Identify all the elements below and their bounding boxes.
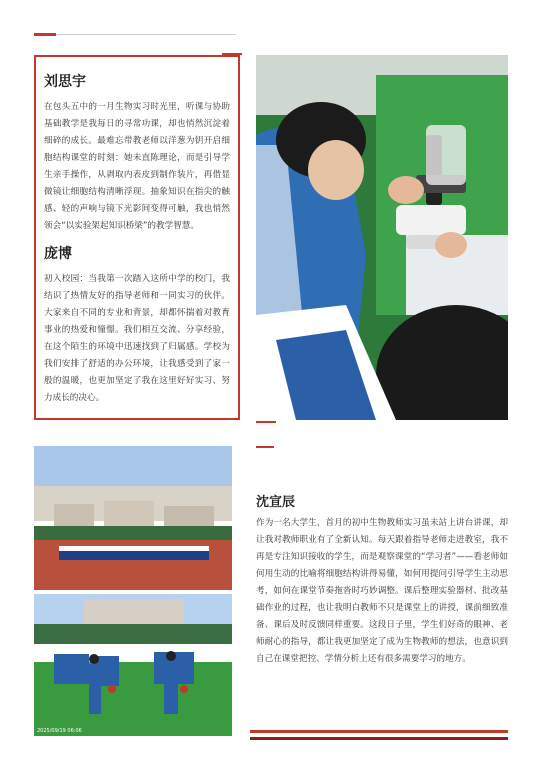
profile-text-pang: 初入校园：当我第一次踏入这所中学的校门，我结识了热情友好的指导老师和一同实习的伙伴。大家来自不同的专业和背景，却都怀揣着对教育事业的热爱和憧憬。我们相互交流、分享经验，在这个陌生的环境中迅速找到了归属感。学校为我们安排了舒适的办公环境，让我感受到了家一般的温暖，也更加坚定了我在这里好好实习、努力成长的决心。 bbox=[44, 274, 230, 403]
profile-box-left bbox=[34, 55, 240, 420]
profile-name-pang: 庞博 bbox=[44, 246, 72, 262]
bottom-bar-1 bbox=[250, 730, 508, 733]
top-accent-rule bbox=[34, 33, 56, 36]
bottom-bar-2 bbox=[250, 737, 508, 740]
shen-accent-rule bbox=[256, 446, 274, 448]
photo-watermark: 2025/09/19 06:06 bbox=[37, 728, 82, 734]
profile-name-liu: 刘思宇 bbox=[44, 74, 86, 90]
profile-text-liu: 在包头五中的一月生物实习时光里，听课与协助基础教学是我每日的寻常功课，却也悄然沉淀着细碎的成长。最难忘带教老师以洋葱为钥开启细胞结构课堂的时刻：她未直陈理论，而是引导学生亲手操作，从剥取内表皮到制作装片，再借显微镜让细胞结构清晰浮现。抽象知识在指尖的触感、轻的声响与镜下光影间变得可触，我也悄然领会“以实验架起知识桥梁”的教学智慧。 bbox=[44, 102, 230, 231]
top-divider bbox=[56, 34, 236, 35]
lab-photo bbox=[256, 55, 508, 420]
profile-name-shen: 沈宣辰 bbox=[256, 495, 296, 510]
assembly-photo bbox=[34, 446, 232, 590]
field-photo bbox=[34, 594, 232, 736]
photo-accent-rule bbox=[256, 421, 276, 423]
profile-text-shen: 作为一名大学生，首月的初中生物教师实习虽未站上讲台讲课，却让我对教师职业有了全新认知。每天跟着指导老师走进教室，我不再是专注知识接收的学生，而是观察课堂的“学习者”——看老师如何用生动的比喻将细胞结构讲得易懂，如何用提问引导学生主动思考，如何在课堂节奏拖沓时巧妙调整。课后整理实验器材、批改基础作业的过程，也让我明白教师不只是课堂上的讲授，课前细致准备、课后及时反馈同样重要。这段日子里，学生们好奇的眼神、老师耐心的指导，都让我更加坚定了成为生物教师的想法，也意识到自己在课堂把控、学情分析上还有很多需要学习的地方。 bbox=[256, 518, 508, 664]
